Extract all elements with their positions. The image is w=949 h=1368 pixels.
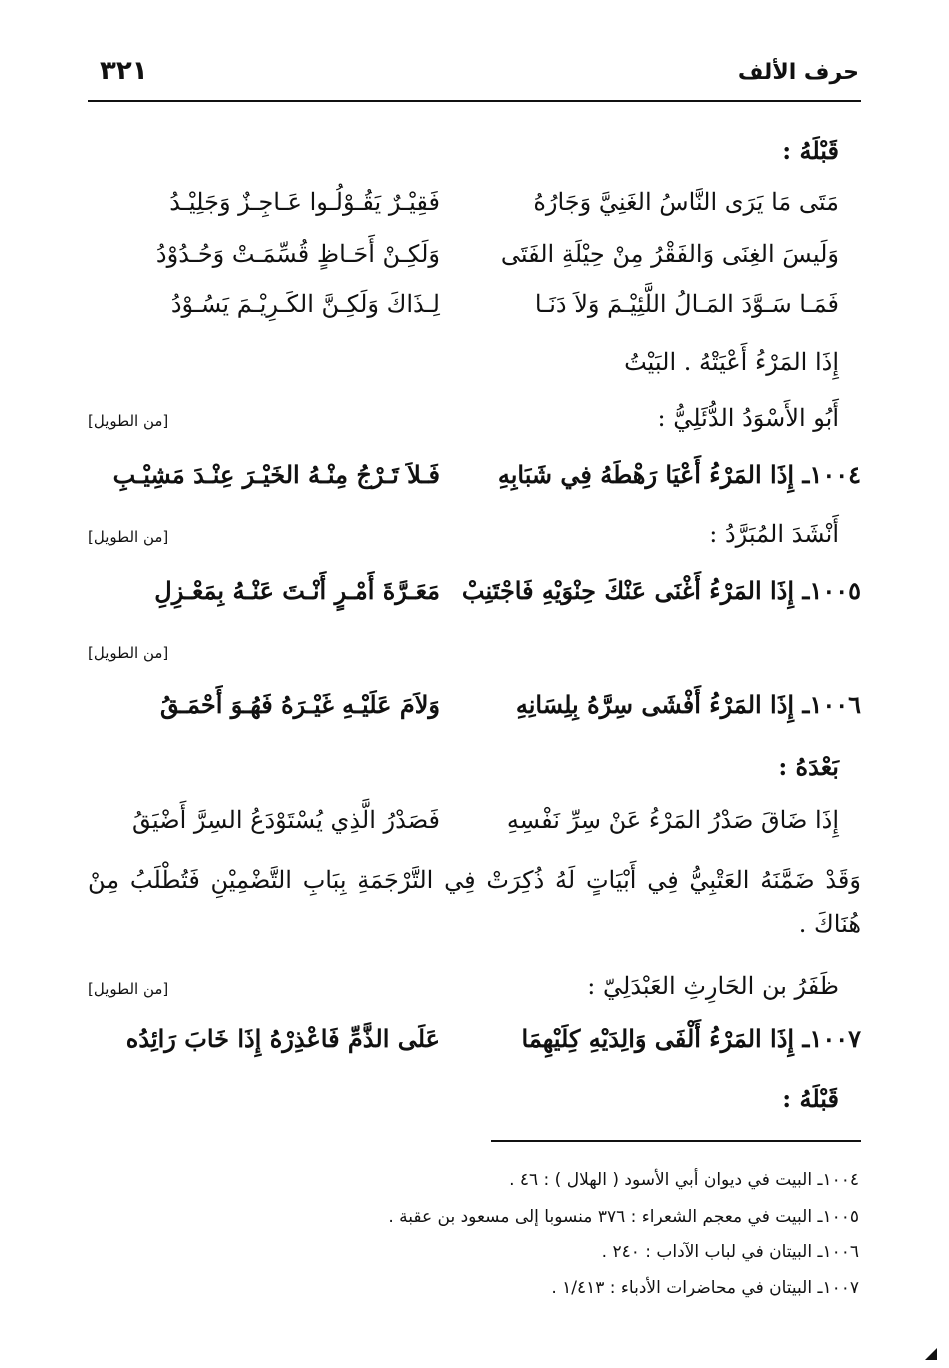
meter-label: [من الطويل] (88, 412, 169, 430)
verse-left-hemistich: فَقِيْـرٌ يَقُـوْلُـوا عَـاجِـزٌ وَجَلِيْـدُ (169, 188, 440, 216)
numbered-verse-left: وَلاَمَ عَلَيْـهِ غَيْـرَهُ فَهُـوَ أَحْمَـقُ (160, 690, 440, 719)
verse-right-hemistich: مَتَى مَا يَرَى النَّاسُ الغَنِيَّ وَجَارُهُ (533, 188, 839, 216)
verse-reference: إِذَا المَرْءُ أَعْيَتْهُ . البَيْتُ (624, 348, 839, 376)
footnote: ١٠٠٦ـ البيتان في لباب الآداب : ٢٤٠ . (601, 1242, 859, 1262)
verse-left-hemistich: فَصَدْرُ الَّذِي يُسْتَوْدَعُ السِرَّ أَضْيَقُ (131, 806, 440, 834)
numbered-verse-left: مَعَـرَّةَ أَمْـرٍ أَنْـتَ عَنْـهُ بِمَعْـزِلِ (154, 576, 440, 605)
header-rule (88, 100, 861, 102)
verse-left-hemistich: لِـذَاكَ وَلَكِـنَّ الكَـرِيْـمَ يَسُـوْدُ (170, 290, 440, 318)
numbered-verse-right: ١٠٠٤ـ إِذَا المَرْءُ أَعْيَا رَهْطَهُ فِي شَبَابِهِ (497, 460, 861, 489)
numbered-verse-right: ١٠٠٧ـ إِذَا المَرْءُ أَلْفَى وَالِدَيْهِ كِلَيْهِمَا (521, 1024, 861, 1053)
poet-attribution: أَبُو الأَسْوَدُ الدُّئَلِيُّ : (657, 404, 839, 432)
verse-left-hemistich: وَلَكِـنْ أَحَـاظٍ قُسِّمَـتْ وَحُـدُوْدُ (155, 240, 440, 268)
verse-right-hemistich: وَلَيسَ الغِنَى وَالفَقْرُ مِنْ حِيْلَةِ الفَتَى (500, 240, 839, 268)
poet-attribution: ظَفَرُ بن الحَارِثِ العَبْدَلِيّ : (587, 972, 839, 1000)
meter-label: [من الطويل] (88, 980, 169, 998)
running-header-title: حرف الألف (737, 60, 859, 85)
meter-label: [من الطويل] (88, 528, 169, 546)
numbered-verse-left: فَـلاَ تَـرْجُ مِنْـهُ الخَيْـرَ عِنْـدَ مَشِيْـبِ (112, 460, 440, 489)
verse-right-hemistich: إِذَا ضَاقَ صَدْرُ المَرْءُ عَنْ سِرِّ نَفْسِهِ (506, 806, 839, 834)
page-number: ٣٢١ (100, 56, 148, 86)
section-label-qablahu: قَبْلَهُ : (782, 1084, 839, 1113)
section-label-qablahu: قَبْلَهُ : (782, 136, 839, 165)
verse-right-hemistich: فَمَـا سَـوَّدَ المَـالُ اللَّئِيْـمَ وَلاَ دَنَـا (534, 290, 839, 318)
numbered-verse-right: ١٠٠٦ـ إِذَا المَرْءُ أَفْشَى سِرَّهُ بِلِسَانِهِ (515, 690, 861, 719)
poet-attribution: أَنْشَدَ المُبَرَّدُ : (709, 520, 839, 548)
numbered-verse-left: عَلَى الذَّمِّ فَاعْذِرْهُ إِذَا خَابَ رَائِدُه (125, 1024, 440, 1053)
meter-label: [من الطويل] (88, 644, 169, 662)
section-label-badahu: بَعْدَهُ : (778, 752, 839, 781)
numbered-verse-right: ١٠٠٥ـ إِذَا المَرْءُ أَغْنَى عَنْكَ حِنْوَيْهِ فَاجْتَنِبْ (461, 576, 861, 605)
page-corner-triangle-icon (925, 1348, 937, 1360)
footnote-rule (491, 1140, 861, 1142)
footnote: ١٠٠٤ـ البيت في ديوان أبي الأسود ( الهلال ) : ٤٦ . (509, 1170, 859, 1190)
footnote: ١٠٠٧ـ البيتان في محاضرات الأدباء : ١/٤١٣ . (551, 1278, 859, 1298)
footnote: ١٠٠٥ـ البيت في معجم الشعراء : ٣٧٦ منسوبا إلى مسعود بن عقبة . (388, 1207, 859, 1227)
prose-paragraph: وَقَدْ ضَمَّنَهُ العَتْبِيُّ فِي أَبْيَاتٍ لَهُ ذُكِرَتْ فِي التَّرْجَمَةِ بِبَابِ التَّضْمِيْنِ فَتُطْلَبُ مِنْ هُنَاكَ . (88, 866, 861, 938)
